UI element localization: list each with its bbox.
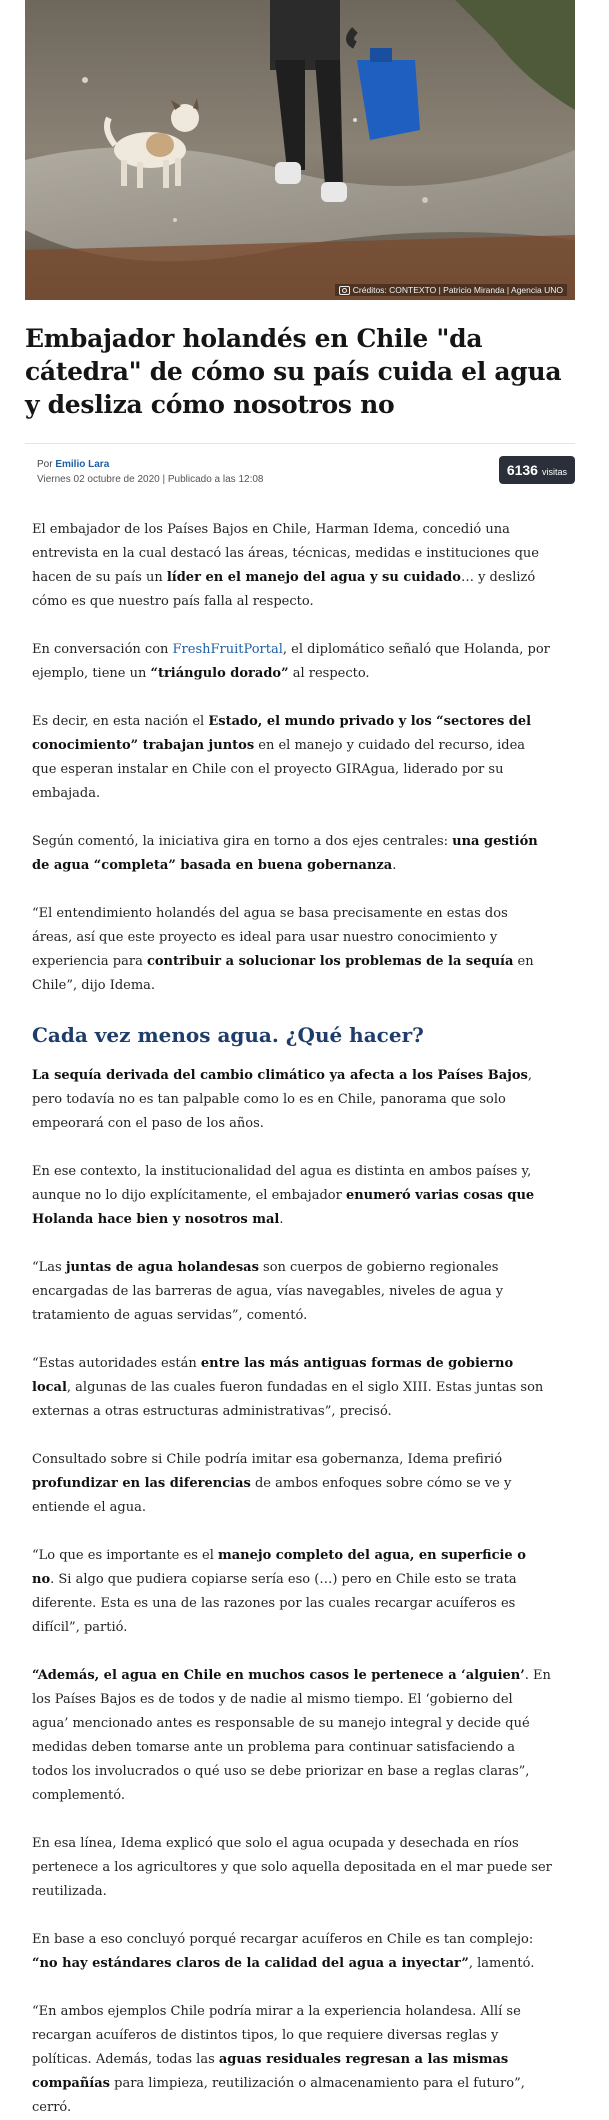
paragraph-2 <box>32 638 552 686</box>
byline-prefix: Por <box>37 459 53 470</box>
hero-photo-illustration <box>25 0 575 300</box>
photo-credit <box>335 284 567 296</box>
article-headline: Embajador holandés en Chile "da cátedra" de cómo su país cuida el agua y desliza cómo nosotros no <box>25 324 562 419</box>
text: El embajador de los Países Bajos en Chile, Harman Idema, concedió una entrevista en la cual destacó las áreas, técnicas, medidas e instituciones que hacen de su país un <box>32 522 539 585</box>
text: En conversación con <box>32 642 173 657</box>
paragraph-3 <box>32 710 552 806</box>
byline <box>37 459 575 470</box>
paragraph-1 <box>32 518 552 614</box>
bold-text: contribuir a solucionar los problemas de la sequía <box>146 954 514 969</box>
paragraph-4 <box>32 830 552 878</box>
bold-text: “no hay estándares claros de la calidad del agua a inyectar” <box>32 1956 469 1971</box>
text: , pero todavía no es tan palpable como lo es en Chile, panorama que solo empeorará con el paso de los años. <box>32 1068 532 1131</box>
hero-image <box>25 0 575 300</box>
visits-count: 6136 <box>506 462 538 478</box>
text: , lamentó. <box>468 1956 535 1971</box>
text: Consultado sobre si Chile podría imitar esa gobernanza, Idema prefirió <box>32 1452 503 1467</box>
text: . <box>279 1212 284 1227</box>
bold-text: La sequía derivada del cambio climático ya afecta a los Países Bajos <box>32 1068 528 1083</box>
bold-text: “triángulo dorado” <box>150 666 289 681</box>
freshfruitportal-link[interactable]: FreshFruitPortal <box>172 642 283 657</box>
paragraph-8 <box>32 1256 552 1328</box>
paragraph-12 <box>32 1664 552 1808</box>
paragraph-9 <box>32 1352 552 1424</box>
visits-label: visitas <box>541 467 567 477</box>
text: En base a eso concluyó porqué recargar acuíferos en Chile es tan complejo: <box>32 1932 534 1947</box>
text: … y deslizó cómo es que nuestro país falla al respecto. <box>32 570 536 609</box>
bold-text: manejo completo del agua, en superficie o no <box>32 1548 526 1587</box>
article-body <box>32 518 552 2120</box>
photo-credit-text: Créditos: CONTEXTO | Patricio Miranda | Agencia UNO <box>352 285 563 295</box>
section-subheading: Cada vez menos agua. ¿Qué hacer? <box>32 1023 424 1047</box>
paragraph-10 <box>32 1448 552 1520</box>
bold-text: entre las más antiguas formas de gobierno local <box>32 1356 514 1395</box>
bold-text: profundizar en las diferencias <box>32 1476 251 1491</box>
text: en Chile”, dijo Idema. <box>32 954 534 993</box>
camera-icon <box>339 286 350 295</box>
paragraph-15 <box>32 2000 552 2120</box>
visits-badge <box>499 456 575 484</box>
text: “En ambos ejemplos Chile podría mirar a la experiencia holandesa. Allí se recargan acuíferos de distintos tipos, lo que requiere diversas reglas y políticas. Además, todas las <box>32 2004 521 2067</box>
text: , el diplomático señaló que Holanda, por ejemplo, tiene un <box>32 642 550 681</box>
bold-text: enumeró varias cosas que Holanda hace bien y nosotros mal <box>32 1188 535 1227</box>
text: . <box>392 858 397 873</box>
paragraph-5 <box>32 902 552 998</box>
text: “Lo que es importante es el <box>32 1548 218 1563</box>
text: son cuerpos de gobierno regionales encargadas de las barreras de agua, vías navegables, niveles de agua y tratamiento de aguas servidas”, comentó. <box>32 1260 504 1323</box>
paragraph-7 <box>32 1160 552 1232</box>
bold-text: “Además, el agua en Chile en muchos casos le pertenece a ‘alguien’ <box>32 1668 525 1683</box>
paragraph-13 <box>32 1832 552 1904</box>
publish-date: Viernes 02 octubre de 2020 | Publicado a las 12:08 <box>37 474 264 485</box>
paragraph-6 <box>32 1064 552 1136</box>
text: “El entendimiento holandés del agua se basa precisamente en estas dos áreas, así que este proyecto es ideal para usar nuestro conocimiento y experiencia para <box>32 906 508 969</box>
text: “Las <box>32 1260 66 1275</box>
text: de ambos enfoques sobre cómo se ve y entiende el agua. <box>32 1476 512 1515</box>
text: En ese contexto, la institucionalidad del agua es distinta en ambos países y, aunque no lo dijo explícitamente, el embajador <box>32 1164 532 1203</box>
paragraph-14 <box>32 1928 552 1976</box>
bold-text: aguas residuales regresan a las mismas compañías <box>32 2052 509 2091</box>
text: . Si algo que pudiera copiarse sería eso (…) pero en Chile esto se trata diferente. Esta es una de las razones por las cuales recargar acuíferos es difícil”, partió. <box>32 1572 517 1635</box>
text: Según comentó, la iniciativa gira en torno a dos ejes centrales: <box>32 834 453 849</box>
author-link[interactable]: Emilio Lara <box>55 459 110 470</box>
text: para limpieza, reutilización o almacenamiento para el futuro”, cerró. <box>32 2076 525 2115</box>
text: “Estas autoridades están <box>32 1356 201 1371</box>
bold-text: Estado, el mundo privado y los “sectores del conocimiento” trabajan juntos <box>32 714 532 753</box>
text: Es decir, en esta nación el <box>32 714 209 729</box>
text: , algunas de las cuales fueron fundadas en el siglo XIII. Estas juntas son externas a otras estructuras administrativas”, precisó. <box>32 1380 544 1419</box>
bold-text: una gestión de agua “completa” basada en buena gobernanza <box>32 834 538 873</box>
text: en el manejo y cuidado del recurso, idea que esperan instalar en Chile con el proyecto GIRAgua, liderado por su embajada. <box>32 738 526 801</box>
text: . En los Países Bajos es de todos y de nadie al mismo tiempo. El ‘gobierno del agua’ mencionado antes es responsable de su manejo integral y decide qué medidas deben tomarse ante un problema para continuar satisfaciendo a todos los involucrados o qué uso se debe priorizar en base a reglas claras”, complementó. <box>32 1668 551 1803</box>
bold-text: juntas de agua holandesas <box>65 1260 259 1275</box>
text: al respecto. <box>288 666 370 681</box>
article-meta <box>25 443 575 504</box>
text: En esa línea, Idema explicó que solo el agua ocupada y desechada en ríos pertenece a los agricultores y que solo aquella depositada en el mar puede ser reutilizada. <box>32 1836 552 1899</box>
paragraph-11 <box>32 1544 552 1640</box>
bold-text: líder en el manejo del agua y su cuidado <box>166 570 461 585</box>
